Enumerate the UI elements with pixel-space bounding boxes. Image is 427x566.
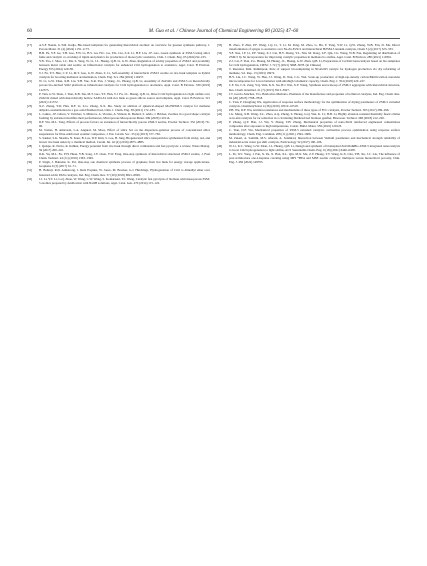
reference-text: H.B. Pu, Y.F. Ge, T.H. Gao, F.W. Li, H.S. Gu, H.C. Ge, Y.K. Liu, Z.X. Li, H.F. Lin, J.F. Gao, Green synthesis of ZSM-5 using silica fume and catalytic co-cracking of lignin and plastics for production of monocyclic aromatics, Chin. J. Chem. Eng. 65 (2024) 92–105. — [39, 51, 210, 60]
reference-text: T. Reestani, M.R. Rahimpour, Role of support bio-templating in Ni/Al2O3 catalyst for hydrogen production via dry reforming of methane, Sci. Rep. 13 (2023) 16972. — [229, 67, 400, 76]
reference-number: [44] — [217, 127, 223, 132]
reference-number: [21] — [27, 79, 33, 84]
reference-entry — [217, 152, 400, 164]
reference-number: [20] — [27, 71, 33, 76]
reference-entry — [27, 128, 210, 136]
reference-entry — [27, 120, 210, 128]
reference-text: J.T. García-Sánchez, V.G. Baldovino-Medrano, Elements of the manufacture and properties of technical catalysts, Ind. Eng. Chem. Res. 62 (20) (2023) 7768–7818. — [229, 91, 400, 100]
reference-text: S. Sankar, S.K. Sharma, N. Kaur, B. Lee, D.Y. Kim, S. Lee, H. Jung, Biogenerated silica nanoparticles synthesized from sticky, red, and brown rice husk ashes by a chemical method, Ceram. Int. 42 (4) (2016) 4875–4885. — [39, 136, 210, 145]
reference-number: [23] — [27, 103, 33, 108]
reference-entry — [217, 51, 400, 59]
reference-number: [43] — [217, 119, 223, 124]
reference-text: W. Li, G.W. Zhan, X.B. Liu, Y.H. Yue, X.R. Yan, J. Wang, J.L. Huang, Q.B. Li, Assembly of ZnZrOx and ZSM-5 on hierarchically porous bio-derived SiO2 platform as bifunctional catalysts for CO2 hydrogenation to aromatics, Appl. Catal. B Environ. 330 (2023) 122575. — [39, 79, 210, 92]
reference-text: P.H. Wu, D.F. Wu, Attrition resistances and mechanisms of three types of FCC catalysts, Powder Technol. 305 (2017) 289–296. — [229, 107, 390, 112]
reference-text: P. Zhang, Q.Y. Han, J.J. Wu, Y. Zhang, T.H. Zhang, Mechanical properties of nano-SiO2 reinforced engineered cementitious composites after exposure to high temperatures, Constr. Build. Mater. 356 (2022) 129123. — [229, 119, 400, 128]
reference-number: [24] — [27, 111, 33, 116]
reference-text: M. Zakeri, A. Samimi, M.S. Afarani, A. Salehirad, Interaction between Weibull parameters and mechanical strength reliability of industrial-scale water gas shift catalysts, Particuology 32 (2017) 160–166. — [229, 136, 400, 145]
reference-number: [34] — [217, 51, 223, 56]
page-number: 60 — [27, 29, 32, 34]
reference-number: [38] — [217, 83, 223, 88]
reference-text: P. Tian, G.W. Zhan, J. Tian, K.B. Tan, M.T. Guo, Y.T. Han, T.J. Fu, J.L. Huang, Q.B. Li, Direct CO2 hydrogenation to light olefins over ZnZrOx mixed with hierarchically hollow SAPO-34 with rice husk as green silicon source and template, Appl. Catal. B Environ. 315 (2022) 121572. — [39, 91, 210, 104]
reference-entry — [27, 112, 210, 120]
reference-text: D.K. Yu, M.L. Fu, Y.H. Huan, Y.B. Song, J.Y. Chen, Y.W. Fang, One-step synthesis of hierarchical structured ZSM-5 zeolite, J. Fuel Chem. Technol. 44 (11) (2016) 1363–1369. — [39, 152, 210, 161]
running-header — [27, 27, 400, 36]
reference-text: A.S.F. Nanda, G.T.M. Kadja, Bio-based templates for generating hierarchical zeolites: an overview for greener synthesis pathway, J. Porous Mater. 31 (4) (2024) 1155–1173. — [39, 43, 210, 52]
reference-text: M. Tomas, H. Amaveda, L.A. Angurel, M. Mora, Effect of silica Sol on the dispersion–gelation process of concentrated silica suspensions for fibre-reinforced ceramic composites, J. Eur. Ceram. Soc. 33 (4) (2013) 727–736. — [39, 127, 210, 137]
reference-text: C. Tian, D.F. Wu, Mechanical properties of ZSM-5 extruded catalysts: calcination process optimization using response surface methodology, Chem. Eng. Commun. 208 (11) (2021) 1594–1606. — [229, 127, 400, 137]
header-rule — [27, 38, 400, 39]
reference-entry — [27, 144, 210, 152]
reference-number: [36] — [217, 67, 223, 72]
reference-entry — [27, 43, 210, 51]
reference-number: [17] — [27, 43, 33, 47]
reference-text: H.Y. Liu, J.C. Wang, W. Hua, J.J. Wang, D. Nan, C.G. Wei, Scale-up production of high-tap-density carbon/MnOx/carbon nanotube microcomposites for Li-ion batteries with ultrahigh volumetric capacity, Chem. Eng. J. 354 (2018) 220–227. — [229, 75, 400, 84]
reference-text: D.F. Wu, M.L. Tang, Effects of process factors on extrusion of hierarchically porous ZSM-5 zeolite, Powder Technol. 352 (2019) 79–90. — [39, 119, 210, 128]
reference-entry — [217, 83, 400, 91]
reference-text: Y.N. Yao, J. Shao, J.C. Ma, S. Yang, W. Li, J.L. Huang, Q.B. Li, G.W. Zhan, Regulation of acidity properties of ZSM-5 and proximity between metal oxide and zeolite on bifunctional catalysts for enhanced CO2 hydrogenation to aromatics, Appl. Catal. B Environ. Energy 355 (2024) 124158. — [39, 59, 210, 72]
reference-number: [37] — [217, 75, 223, 80]
reference-text: L. Lakiss, J.P. Gilson, V. Valtchev, S. Mintova, A. Vicente, A. Vimont, R. Bedard, S. Abdo, J. Bricker, Zeolites in a good shape: catalyst forming by extrusion modifies their performances, Microporous Mesoporous Mater. 299 (2020) 110114. — [39, 111, 210, 120]
reference-text: H. Bahruji, R.D. Armstrong, J. Ruiz Esquius, W. Jones, M. Bowker, G.J. Hutchings, Hydrogenation of CO2 to dimethyl ether over brønsted acidic PdZn catalysts, Ind. Eng. Chem. Res. 57 (20) (2018) 6821–6829. — [39, 168, 210, 177]
reference-text: J. Quispe, R. Navia, R. Kahhat, Energy potential from rice husk through direct combustion and fast pyrolysis: a review, Waste Manag. 59 (2017) 200–210. — [39, 144, 210, 153]
reference-number: [33] — [217, 43, 223, 47]
reference-entry — [217, 92, 400, 100]
reference-number: [28] — [27, 144, 33, 149]
reference-text: Z.J. Cai, F. Tian, Z.L. Huang, M. Huang, J.L. Huang, G.W. Zhan, Q.B. Li, Preparation of Cu/ZnO nanocatalysts based on bio-templates for CO2 hydrogenation, CIESC J. 72 (7) (2021) 3668–3678. (in Chinese) — [229, 59, 400, 68]
reference-number: [35] — [217, 59, 223, 64]
reference-number: [32] — [27, 176, 33, 181]
reference-entry — [27, 51, 210, 59]
reference-text: P. Singh, J. Bahadur, K. Pal, One-step one chemical synthesis process of graphene from rice husk for energy storage applications, Graphene 6 (3) (2017) 61–71. — [39, 160, 210, 169]
reference-number: [42] — [217, 111, 223, 116]
reference-text: J.J. Li, Y.T. Li, G.Q. Zhou, W. Wang, C.W. Wang, S. Komarneni, Y.J. Wang, Catalytic fast pyrolysis of biomass with mesoporous ZSM-5 zeolites prepared by desilication with NaOH solutions, Appl. Catal. Gen. 470 (2014) 115–122. — [39, 176, 210, 185]
reference-entry — [27, 79, 210, 91]
reference-text: C. Tian, P. Dongfang Wu, Application of response surface methodology for the optimization of drying parameters of ZSM-5 extruded catalysts, ChemistrySelect 4 (36) (2019) 10510–10518. — [229, 99, 400, 108]
reference-number: [19] — [27, 59, 33, 64]
reference-entry — [27, 59, 210, 71]
reference-entry — [217, 75, 400, 83]
reference-entry — [27, 92, 210, 104]
reference-number: [26] — [27, 127, 33, 132]
reference-text: T.J. Fu, Y.T. Han, C.Y. Li, M.T. Guo, G.W. Zhan, Z. Li, Self-assembly of hierarchical ZSM-5 zeolite on rice husk template as hybrid catalysts for boosting methanol aromatization, Chem. Eng. Sci. 284 (2024) 119457. — [39, 71, 210, 80]
reference-entry — [217, 67, 400, 75]
reference-number: [18] — [27, 51, 33, 56]
reference-entry — [27, 152, 210, 160]
references-right-column — [217, 43, 400, 164]
reference-entry — [217, 120, 400, 128]
reference-number: [22] — [27, 91, 33, 96]
reference-number: [29] — [27, 152, 33, 157]
reference-number: [27] — [27, 136, 33, 141]
reference-text: X.Z. Zhang, Y.D. Han, D.F. Li, Z.G. Zhang, X.X. Ma, Study on attrition of spherical-shaped Mo/HZSM-5 catalyst for methane dehydro-aromatization in a gas–solid fluidized bed, Chin. J. Chem. Eng. 38 (2021) 172–183. — [39, 103, 210, 112]
reference-number: [40] — [217, 99, 223, 104]
reference-number: [30] — [27, 160, 33, 165]
reference-entry — [27, 177, 210, 185]
reference-text: J.G. Meng, X.B. Wang, Z.L. Zhao, A.Q. Zheng, Z. Huang, G.Q. Wei, K. Lv, H.B. Li, Highly abrasion resistant thermally fused olivine as in-situ catalysts for tar reduction in a circulating fluidized bed biomass gasifier, Bioresour. Technol. 268 (2018) 212–220. — [229, 111, 400, 120]
reference-text: L. Ye, W.J. Yang, J. Fan, X. Pu, X. Han, X.L. Qin, M.X. Ma, Z.Y. Huang, T.T. Wang, K.X. Chu, Y.H. Xu, J.C. Liu, The influence of post-architecture one-z-heptane cracking using MFI *BEA and MSE zeolite catalysts: multipore versus hierarchical porosity, Chin. Eng. J. 482 (2024) 148705. — [229, 152, 400, 165]
reference-text: C.F. Jin, C.X. Zeng, Y.Q. Wen, K.X. Xu, H.J. Wei, X.Y. Wang, Synthesis and scale-up of ZSM-5 aggregates with hierarchical structure, Res. Chem. Intermed. 41 (7) (2015) 3913–3927. — [229, 83, 400, 92]
reference-entry — [27, 71, 210, 79]
reference-entry — [217, 100, 400, 108]
reference-number: [41] — [217, 107, 223, 112]
reference-number: [47] — [217, 152, 223, 157]
reference-entry — [27, 168, 210, 176]
reference-entry — [27, 160, 210, 168]
reference-text: B. Zhao, P. Zhai, P.F. Wang, J.Q. Li, T. Li, M. Peng, M. Zhao, G. Hu, Y. Yang, Y.W. Li, Q.W. Zhang, W.B. Fan, D. Ma, Direct transformation of syngas to aromatics over Na-Zn-Fe5C2 and hierarchical HZSM-5 tandem catalysts, Chem 3 (2) (2017) 323–333. — [229, 43, 400, 52]
reference-entry — [217, 43, 400, 51]
references-left-column — [27, 43, 210, 185]
reference-number: [45] — [217, 136, 223, 141]
reference-number: [31] — [27, 168, 33, 173]
reference-entry — [217, 136, 400, 144]
reference-entry — [217, 59, 400, 67]
reference-entry — [217, 112, 400, 120]
reference-text: Y.F. Xue, J.F. Li, P.F. Wang, X.J. Cui, H.Y. Zheng, Y.L. Niu, M. Dong, Z.F. Qin, J.G. Wang, W.B. Fan, Regulating Al distribution of ZSM-5 by Sn incorporation for improving catalytic properties in methanol to olefins, Appl. Catal. B Environ. 280 (2021) 119391. — [229, 51, 400, 60]
reference-text: W. Li, K.C. Wang, G.W. Zhan, J.L. Huang, Q.B. Li, Design and synthesis of bioinspired ZnZrOx&Bio-ZSM-5 integrated nanocatalysts to boost CO2 hydrogenation to light olefins, ACS Sustainable Chem. Eng. 9 (18) (2021) 6446–6458. — [229, 144, 400, 153]
reference-entry — [217, 144, 400, 152]
reference-entry — [27, 136, 210, 144]
journal-title: M. Guo et al. / Chinese Journal of Chemical Engineering 80 (2025) 47–60 — [148, 29, 299, 34]
reference-entry — [217, 128, 400, 136]
reference-number: [25] — [27, 119, 33, 124]
reference-entry — [27, 104, 210, 112]
reference-number: [46] — [217, 144, 223, 149]
reference-number: [39] — [217, 91, 223, 96]
